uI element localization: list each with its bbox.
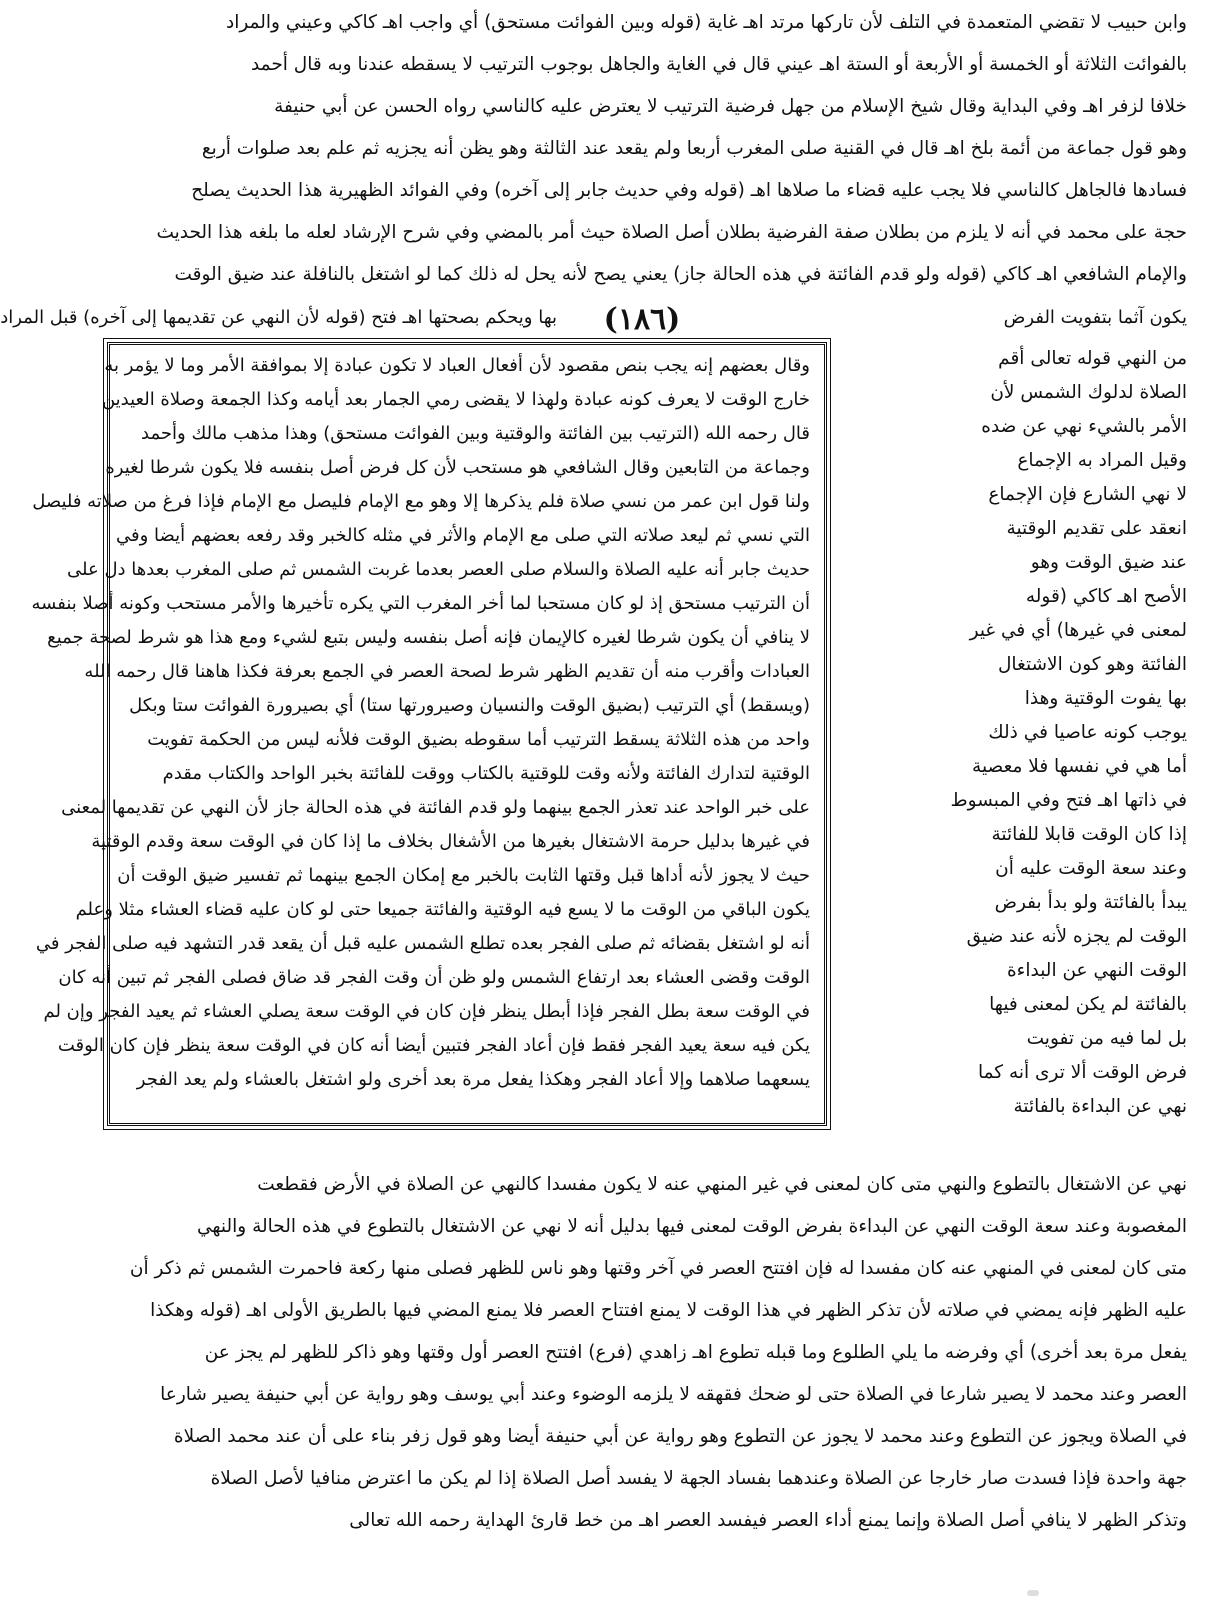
margin-text-line: الفائتة وهو كون الاشتغال [997, 654, 1187, 675]
top-text-line: خلافا لزفر اهـ وفي البداية وقال شيخ الإسلام من جهل فرضية الترتيب لا يعترض عليه كالناسي رواه الحسن عن أبي حنيفة [274, 96, 1187, 117]
top-text-line: وهو قول جماعة من أئمة بلخ اهـ قال في القنية صلى المغرب أربعا ولم يقعد عند الثالثة وهو يظن أنه يجزيه ثم علم بعد صلوات أربع [201, 138, 1187, 159]
main-text-line: (ويسقط) أي الترتيب (بضيق الوقت والنسيان وصيرورتها ستا) أي بصيرورة الفوائت ستا وبكل [129, 695, 810, 716]
bottom-text-line: العصر وعند محمد لا يصير شارعا في الصلاة حتى لو ضحك فقهقه لا يلزمه الوضوء وعند أبي يوسف وهو رواية عن أبي حنيفة يصير شارعا [160, 1384, 1187, 1405]
top-text-line: حجة على محمد في أنه لا يلزم من بطلان صفة الفرضية بطلان أصل الصلاة حيث أمر بالمضي وفي شرح الإرشاد لعله ما بلغه هذا الحديث [156, 222, 1187, 243]
split-line-left: بها ويحكم بصحتها اهـ فتح (قوله لأن النهي عن تقديمها إلى آخره) قبل المراد [0, 307, 557, 328]
margin-text-line: في ذاتها اهـ فتح وفي المبسوط [950, 790, 1187, 811]
main-text-line: يسعهما صلاهما وإلا أعاد الفجر وهكذا يفعل مرة بعد أخرى ولو اشتغل بالعشاء ولم يعد الفجر [136, 1069, 810, 1090]
top-text-line: والإمام الشافعي اهـ كاكي (قوله ولو قدم الفائتة في هذه الحالة جاز) يعني يصح لأنه يحل له ذلك كما لو اشتغل بالنافلة عند ضيق الوقت [174, 264, 1187, 285]
margin-text-line: نهي عن البداءة بالفائتة [1013, 1096, 1187, 1117]
margin-text-line: الأمر بالشيء نهي عن ضده [981, 416, 1187, 437]
main-text-line: واحد من هذه الثلاثة يسقط الترتيب أما سقوطه بضيق الوقت فلأنه ليس من الحكمة تفويت [147, 729, 810, 750]
bottom-text-line: عليه الظهر فإنه يمضي في صلاته لأن تذكر الظهر في هذا الوقت لا يمنع افتتاح العصر فلا يمنع المضي فيها بالطريق الأولى اهـ (قوله وهكذا [150, 1300, 1187, 1321]
bottom-text-line: جهة واحدة فإذا فسدت صار خارجا عن الصلاة وعندهما بفساد الجهة لا يفسد أصل الصلاة إذا لم يكن ما اعترض منافيا لأصل الصلاة [210, 1468, 1187, 1489]
main-text-line: الوقتية لتدارك الفائتة ولأنه وقت للوقتية بالكتاب ووقت للفائتة بخبر الواحد والكتاب مقدم [162, 763, 810, 784]
bottom-text-line: يفعل مرة بعد أخرى) أي وفرضه ما يلي الطلوع وما قبله تطوع اهـ زاهدي (فرع) افتتح العصر أول وقتها وهو ذاكر للظهر لم يجز عن [204, 1342, 1187, 1363]
main-text-line: حديث جابر أنه عليه الصلاة والسلام صلى العصر بعدما غربت الشمس ثم صلى المغرب بعدها دل على [67, 559, 810, 580]
page-number: (١٨٦) [603, 302, 681, 337]
margin-text-line: الوقت النهي عن البداءة [1006, 960, 1187, 981]
main-text-line: ولنا قول ابن عمر من نسي صلاة فلم يذكرها إلا وهو مع الإمام فليصل مع الإمام فإذا فرغ من صلاته فليصل [32, 491, 810, 512]
main-text-line: لا ينافي أن يكون شرطا لغيره كالإيمان فإنه أصل بنفسه وليس بتبع لشيء ومع هذا هو شرط لصحة جميع [47, 627, 810, 648]
margin-text-line: بها يفوت الوقتية وهذا [1024, 688, 1187, 709]
scan-smudge [1027, 1590, 1039, 1596]
bottom-text-line: متى كان لمعنى في المنهي عنه كان مفسدا له فإن افتتح العصر في آخر وقتها وهو ناس للظهر فصلى منها ركعة فاحمرت الشمس ثم ذكر أن [129, 1258, 1187, 1279]
main-text-line: العبادات وأقرب منه أن تقديم الظهر شرط لصحة العصر في الجمع بعرفة فكذا هاهنا قال رحمه الله [84, 661, 810, 682]
main-text-line: يكن فيه سعة يعيد الفجر فقط فإن أعاد الفجر فتبين أيضا أنه كان في الوقت سعة ينظر فإن كان الوقت [57, 1035, 810, 1056]
margin-text-line: الأصح اهـ كاكي (قوله [1025, 586, 1187, 607]
margin-text-line: أما هي في نفسها فلا معصية [972, 756, 1187, 777]
bottom-text-line: في الصلاة ويجوز عن التطوع وعند محمد لا يجوز عن التطوع وهو رواية عن أبي حنيفة أيضا وهو قول زفر بناء على أن عند محمد الصلاة [173, 1426, 1187, 1447]
split-line-right: يكون آثما بتفويت الفرض [1003, 307, 1187, 328]
main-text-line: وجماعة من التابعين وقال الشافعي هو مستحب لأن كل فرض أصل بنفسه فلا يكون شرطا لغيره [105, 457, 810, 478]
main-text-frame [31, 342, 827, 1126]
margin-text-line: لمعنى في غيرها) أي في غير [969, 620, 1187, 641]
main-text-line: قال رحمه الله (الترتيب بين الفائتة والوقتية وبين الفوائت مستحق) وهذا مذهب مالك وأحمد [141, 423, 810, 444]
margin-text-line: فرض الوقت ألا ترى أنه كما [977, 1062, 1187, 1083]
main-text-line: خارج الوقت لا يعرف كونه عبادة ولهذا لا يقضى رمي الجمار بعد أيامه وكذا الجمعة وصلاة العيدين [101, 389, 810, 410]
margin-text-line: انعقد على تقديم الوقتية [1006, 518, 1187, 539]
top-text-line: وابن حبيب لا تقضي المتعمدة في التلف لأن تاركها مرتد اهـ غاية (قوله وبين الفوائت مستحق) أي واجب اهـ كاكي وعيني والمراد [225, 12, 1187, 33]
main-text-line: التي نسي ثم ليعد صلاته التي صلى مع الإمام والأثر في مثله كالخبر وقد رفعه بعضهم أيضا وفي [116, 525, 810, 546]
bottom-text-line: وتذكر الظهر لا ينافي أصل الصلاة وإنما يمنع أداء العصر فيفسد العصر اهـ من خط قارئ الهداية رحمه الله تعالى [349, 1510, 1187, 1531]
margin-text-line: بل لما فيه من تفويت [1026, 1028, 1187, 1049]
margin-text-line: إذا كان الوقت قابلا للفائتة [991, 824, 1187, 845]
margin-text-line: يوجب كونه عاصيا في ذلك [988, 722, 1187, 743]
main-text-line: حيث لا يجوز لأنه أداها قبل وقتها الثابت بالخبر مع إمكان الجمع بينهما ثم تفسير ضيق الوقت أن [117, 865, 810, 886]
main-text-line: وقال بعضهم إنه يجب بنص مقصود لأن أفعال العباد لا تكون عبادة إلا بموافقة الأمر وما لا يؤمر به [104, 355, 810, 376]
margin-text-line: يبدأ بالفائتة ولو بدأ بفرض [994, 892, 1187, 913]
main-text-line: في غيرها بدليل حرمة الاشتغال بغيرها من الأشغال بخلاف ما إذا كان في الوقت سعة وقدم الوقتية [91, 831, 810, 852]
top-text-line: بالفوائت الثلاثة أو الخمسة أو الأربعة أو الستة اهـ عيني قال في الغاية والجاهل بوجوب الترتيب لا يسقطه عندنا وبه قال أحمد [250, 54, 1187, 75]
bottom-text-line: نهي عن الاشتغال بالتطوع والنهي متى كان لمعنى في غير المنهي عنه لا يكون مفسدا كالنهي عن الصلاة في الأرض فقطعت [257, 1174, 1187, 1195]
main-text-line: يكون الباقي من الوقت ما لا يسع فيه الوقتية والفائتة جميعا حتى لو كان عليه قضاء العشاء مثلا وعلم [75, 899, 810, 920]
main-text-line: أنه لو اشتغل بقضائه ثم صلى الفجر بعده تطلع الشمس عليه قبل أن يقعد قدر التشهد فيه صلى الفجر في [35, 933, 810, 954]
main-text-line: على خبر الواحد عند تعذر الجمع بينهما ولو قدم الفائتة في هذه الحالة جاز لأن النهي عن تقديمها لمعنى [61, 797, 810, 818]
margin-text-line: وعند سعة الوقت عليه أن [995, 858, 1187, 879]
margin-text-line: من النهي قوله تعالى أقم [998, 348, 1187, 369]
main-text-line: أن الترتيب مستحق إذ لو كان مستحبا لما أخر المغرب التي يكره تأخيرها والأمر مستحب وكونه أصلا بنفسه [31, 593, 810, 614]
margin-text-line: الوقت لم يجزه لأنه عند ضيق [966, 926, 1187, 947]
margin-text-line: لا نهي الشارع فإن الإجماع [988, 484, 1187, 505]
main-text-line: الوقت وقضى العشاء بعد ارتفاع الشمس ولو ظن أن وقت الفجر قد ضاق فصلى الفجر ثم تبين أنه كان [58, 967, 810, 988]
margin-text-line: وقيل المراد به الإجماع [1017, 450, 1187, 471]
margin-text-line: بالفائتة لم يكن لمعنى فيها [989, 994, 1187, 1015]
main-text-line: في الوقت سعة بطل الفجر فإذا أبطل ينظر فإن كان في الوقت سعة يصلي العشاء ثم يعيد الفجر وإن لم [43, 1001, 810, 1022]
margin-text-line: عند ضيق الوقت وهو [1030, 552, 1187, 573]
bottom-text-line: المغصوبة وعند سعة الوقت النهي عن البداءة بفرض الوقت لمعنى فيها بدليل أنه لا نهي عن الاشتغال بالتطوع في هذه الحالة والنهي [196, 1216, 1187, 1237]
margin-text-line: الصلاة لدلوك الشمس لأن [990, 382, 1187, 403]
top-text-line: فسادها فالجاهل كالناسي فلا يجب عليه قضاء ما صلاها اهـ (قوله وفي حديث جابر إلى آخره) وفي الفوائد الظهيرية هذا الحديث يصلح [191, 180, 1187, 201]
